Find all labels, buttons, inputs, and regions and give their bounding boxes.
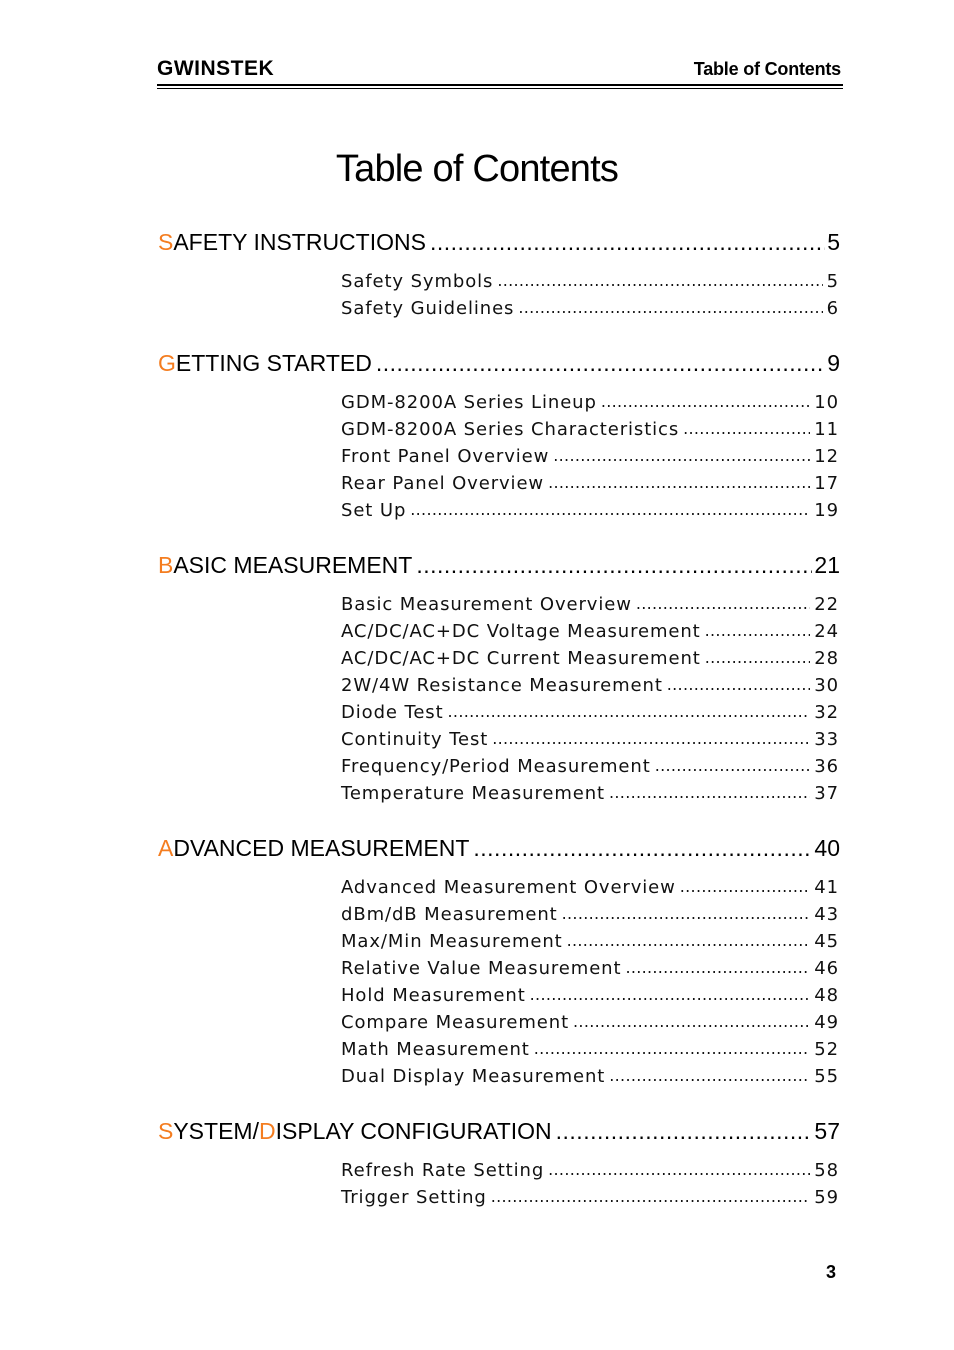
page-number: 3 bbox=[826, 1262, 837, 1282]
section-initial: S bbox=[158, 229, 174, 255]
toc-entry-label: Basic Measurement Overview bbox=[341, 594, 632, 615]
toc-entry[interactable] bbox=[341, 928, 839, 952]
toc-entry[interactable] bbox=[341, 726, 839, 750]
dot-leader bbox=[553, 446, 810, 465]
toc-entry-label: Refresh Rate Setting bbox=[341, 1160, 545, 1181]
dot-leader bbox=[492, 729, 810, 748]
running-header-title: Table of Contents bbox=[693, 59, 841, 79]
toc-entry-page: 12 bbox=[814, 446, 839, 467]
toc-entry-label: Safety Guidelines bbox=[341, 298, 515, 319]
toc-entry[interactable] bbox=[341, 699, 839, 723]
toc-entry-page: 45 bbox=[814, 931, 839, 952]
toc-entry[interactable] bbox=[341, 1063, 839, 1087]
section-title-rest: ASIC MEASUREMENT bbox=[173, 552, 413, 578]
dot-leader bbox=[562, 904, 811, 923]
toc-entry-page: 36 bbox=[814, 756, 839, 777]
toc-entry[interactable] bbox=[341, 618, 839, 642]
toc-entry-page: 24 bbox=[814, 621, 839, 642]
header-rule-thin bbox=[157, 88, 843, 89]
toc-entry-page: 43 bbox=[814, 904, 839, 925]
toc-section-4[interactable] bbox=[158, 1111, 840, 1145]
toc-section-title bbox=[158, 229, 426, 256]
toc-entry[interactable] bbox=[341, 955, 839, 979]
toc-section-page: 21 bbox=[814, 552, 840, 578]
section-title-rest: DVANCED MEASUREMENT bbox=[173, 835, 470, 861]
toc-entry[interactable] bbox=[341, 1036, 839, 1060]
toc-section-2[interactable] bbox=[158, 545, 840, 579]
toc-entry-page: 58 bbox=[814, 1160, 839, 1181]
toc-entry[interactable] bbox=[341, 753, 839, 777]
toc-entry-page: 17 bbox=[814, 473, 839, 494]
toc-entry-page: 37 bbox=[814, 783, 839, 804]
toc-entry-page: 11 bbox=[814, 419, 839, 440]
dot-leader bbox=[497, 271, 822, 290]
toc-section-title bbox=[158, 350, 372, 377]
toc-section-page: 5 bbox=[827, 229, 840, 255]
toc-entry-label: Frequency/Period Measurement bbox=[341, 756, 651, 777]
toc-entry[interactable] bbox=[341, 672, 839, 696]
dot-leader bbox=[667, 675, 811, 694]
toc-entry-label: GDM-8200A Series Characteristics bbox=[341, 419, 680, 440]
dot-leader bbox=[625, 958, 810, 977]
toc-entry-label: Max/Min Measurement bbox=[341, 931, 563, 952]
toc-entry-page: 32 bbox=[814, 702, 839, 723]
section-initial: S bbox=[158, 1118, 174, 1144]
toc-entry[interactable] bbox=[341, 389, 839, 413]
toc-entry-page: 49 bbox=[814, 1012, 839, 1033]
dot-leader bbox=[705, 648, 811, 667]
dot-leader bbox=[534, 1039, 811, 1058]
toc-entry-label: Set Up bbox=[341, 500, 407, 521]
section-initial: A bbox=[158, 835, 174, 861]
toc-entry[interactable] bbox=[341, 470, 839, 494]
toc-entry-page: 28 bbox=[814, 648, 839, 669]
toc-entry-label: 2W/4W Resistance Measurement bbox=[341, 675, 663, 696]
dot-leader bbox=[556, 1118, 813, 1145]
toc-entry-page: 33 bbox=[814, 729, 839, 750]
toc-entry-label: Rear Panel Overview bbox=[341, 473, 545, 494]
toc-section-page: 9 bbox=[827, 350, 840, 376]
toc-entry-label: Temperature Measurement bbox=[341, 783, 606, 804]
dot-leader bbox=[491, 1187, 811, 1206]
toc-entry-page: 48 bbox=[814, 985, 839, 1006]
toc-entry[interactable] bbox=[341, 780, 839, 804]
section-initial: B bbox=[158, 552, 174, 578]
toc-entry-label: Compare Measurement bbox=[341, 1012, 570, 1033]
toc-entry-label: Hold Measurement bbox=[341, 985, 526, 1006]
section-title-rest: YSTEM/ bbox=[173, 1118, 259, 1144]
header-rule bbox=[157, 84, 843, 86]
toc-entry-page: 46 bbox=[814, 958, 839, 979]
toc-entry-page: 30 bbox=[814, 675, 839, 696]
toc-entry[interactable] bbox=[341, 1184, 839, 1208]
toc-entry-page: 19 bbox=[814, 500, 839, 521]
toc-entry[interactable] bbox=[341, 295, 839, 319]
dot-leader bbox=[705, 621, 811, 640]
toc-entry-label: AC/DC/AC+DC Voltage Measurement bbox=[341, 621, 701, 642]
toc-entry-label: Dual Display Measurement bbox=[341, 1066, 606, 1087]
toc-section-0[interactable] bbox=[158, 222, 840, 256]
toc-entry-label: Advanced Measurement Overview bbox=[341, 877, 676, 898]
dot-leader bbox=[518, 298, 822, 317]
dot-leader bbox=[473, 835, 812, 862]
dot-leader bbox=[609, 1066, 810, 1085]
toc-section-title bbox=[158, 552, 412, 579]
dot-leader bbox=[609, 783, 810, 802]
section-initial: G bbox=[158, 350, 176, 376]
toc-entry-label: Continuity Test bbox=[341, 729, 489, 750]
toc-entry-label: Safety Symbols bbox=[341, 271, 494, 292]
dot-leader bbox=[636, 594, 810, 613]
toc-section-title bbox=[158, 1118, 552, 1145]
toc-entry[interactable] bbox=[341, 497, 839, 521]
dot-leader bbox=[601, 392, 810, 411]
toc-entry[interactable] bbox=[341, 901, 839, 925]
dot-leader bbox=[567, 931, 811, 950]
toc-entry-label: AC/DC/AC+DC Current Measurement bbox=[341, 648, 701, 669]
toc-entry-page: 5 bbox=[826, 271, 839, 292]
toc-entry-label: Front Panel Overview bbox=[341, 446, 550, 467]
dot-leader bbox=[548, 1160, 810, 1179]
toc-section-1[interactable] bbox=[158, 343, 840, 377]
toc-entry-page: 59 bbox=[814, 1187, 839, 1208]
section-title-rest: ISPLAY CONFIGURATION bbox=[275, 1118, 552, 1144]
dot-leader bbox=[680, 877, 811, 896]
toc-entry-label: Math Measurement bbox=[341, 1039, 530, 1060]
dot-leader bbox=[416, 552, 812, 579]
dot-leader bbox=[655, 756, 811, 775]
toc-entry-label: GDM-8200A Series Lineup bbox=[341, 392, 597, 413]
page-title: Table of Contents bbox=[335, 148, 619, 190]
toc-entry[interactable] bbox=[341, 443, 839, 467]
toc-section-title bbox=[158, 835, 469, 862]
dot-leader bbox=[548, 473, 810, 492]
toc-entry-page: 55 bbox=[814, 1066, 839, 1087]
toc-section-page: 57 bbox=[814, 1118, 840, 1144]
toc-entry[interactable] bbox=[341, 416, 839, 440]
toc-entry-label: Trigger Setting bbox=[341, 1187, 487, 1208]
dot-leader bbox=[410, 500, 810, 519]
gwinstek-logo: GWINSTEK bbox=[157, 57, 275, 80]
toc-entry[interactable] bbox=[341, 874, 839, 898]
toc-entry[interactable] bbox=[341, 591, 839, 615]
toc-section-3[interactable] bbox=[158, 828, 840, 862]
toc-entry-label: Relative Value Measurement bbox=[341, 958, 622, 979]
section-initial: D bbox=[258, 1118, 276, 1144]
toc-entry[interactable] bbox=[341, 1157, 839, 1181]
dot-leader bbox=[376, 350, 825, 377]
toc-entry[interactable] bbox=[341, 645, 839, 669]
toc-entry-page: 22 bbox=[814, 594, 839, 615]
dot-leader bbox=[430, 229, 825, 256]
dot-leader bbox=[448, 702, 811, 721]
dot-leader bbox=[683, 419, 810, 438]
toc-entry-page: 52 bbox=[814, 1039, 839, 1060]
section-title-rest: AFETY INSTRUCTIONS bbox=[173, 229, 426, 255]
toc-entry-page: 6 bbox=[826, 298, 839, 319]
toc-entry-page: 41 bbox=[814, 877, 839, 898]
dot-leader bbox=[530, 985, 811, 1004]
section-title-rest: ETTING STARTED bbox=[175, 350, 372, 376]
dot-leader bbox=[573, 1012, 810, 1031]
toc-entry-label: dBm/dB Measurement bbox=[341, 904, 558, 925]
toc-entry[interactable] bbox=[341, 268, 839, 292]
toc-section-page: 40 bbox=[814, 835, 840, 861]
toc-entry[interactable] bbox=[341, 982, 839, 1006]
toc-entry-page: 10 bbox=[814, 392, 839, 413]
toc-entry-label: Diode Test bbox=[341, 702, 444, 723]
toc-entry[interactable] bbox=[341, 1009, 839, 1033]
